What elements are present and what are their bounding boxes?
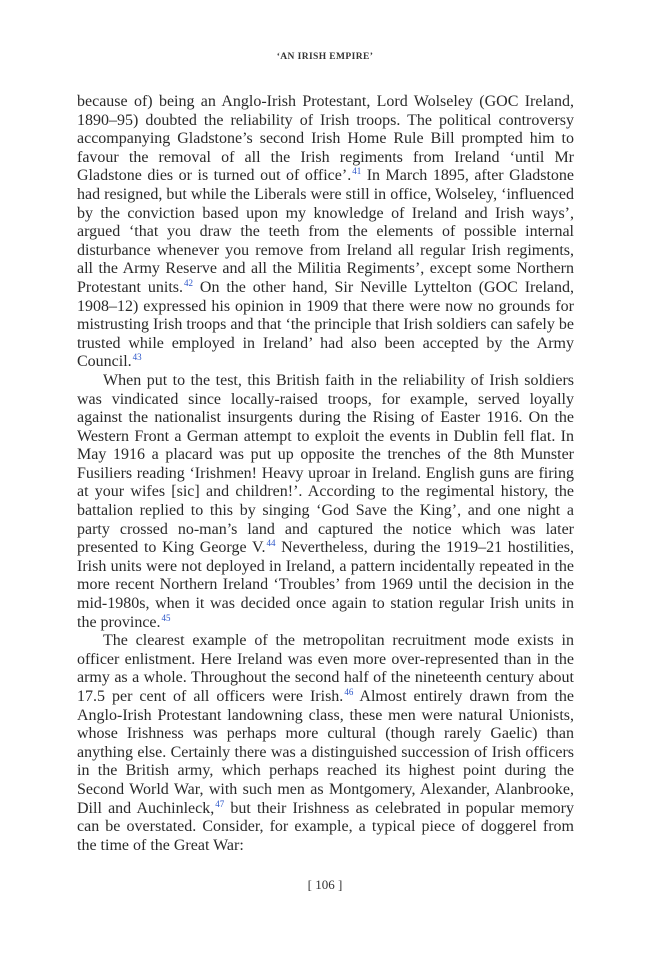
footnote-ref[interactable]: 47 [215,798,225,809]
text-run: Almost entirely drawn from the Anglo-Irish Protestant landowning class, these men were natural Unionists, whose Irishness was perhaps more cultural (though rarely Gaelic) than anything else. Certainly there was a distinguished succession of Irish officers in the British army, which perhaps reached its highest point during the Second World War, with such men as Montgomery, Alexander, Alanbrooke, Dill and Auchinleck, [77,688,574,817]
text-run: When put to the test, this British faith in the reliability of Irish soldiers was vindicated since locally-raised troops, for example, served loyally against the nationalist insurgents during the Rising of Easter 1916. On the Western Front a German attempt to exploit the events in Dublin fell flat. In May 1916 a placard was put up opposite the trenches of the 8th Munster Fusiliers reading ‘Irishmen! Heavy uproar in Ireland. English guns are firing at your wifes [sic] and children!’. According to the regimental history, the battalion replied to this by singing ‘God Save the King’, and one night a party crossed no-man’s land and captured the notice which was later presented to King George V. [77,371,574,557]
text-run: but their Irishness as celebrated in popular memory can be overstated. Consider, for example, a typical piece of doggerel from the time of the Great War: [77,799,574,854]
paragraph [77,632,574,855]
footnote-ref[interactable]: 43 [132,352,142,363]
text-run: In March 1895, after Gladstone had resigned, but while the Liberals were still in office, Wolseley, ‘influenced by the conviction based upon my knowledge of Ireland and Irish ways’, argued ‘that you draw the teeth from the elements of possible internal disturbance whenever you remove from Ireland all regular Irish regiments, all the Army Reserve and all the Militia Regiments’, except some Northern Protestant units. [77,167,575,296]
text-run: On the other hand, Sir Neville Lyttelton (GOC Ireland, 1908–12) expressed his opinion in 1909 that there were now no grounds for mistrusting Irish troops and that ‘the principle that Irish soldiers can safely be trusted while employed in Ireland’ had also been accepted by the Army Council. [77,278,575,371]
paragraph [77,93,574,372]
running-head: ‘AN IRISH EMPIRE’ [276,52,374,62]
footnote-ref[interactable]: 46 [344,687,354,697]
footnote-ref[interactable]: 42 [184,277,193,288]
text-run: The clearest example of the metropolitan recruitment mode exists in officer enlistment. Here Ireland was even more over-represented than in the army as a whole. Throughout the second half of the nineteenth century about 17.5 per cent of all officers were Irish. [77,632,574,705]
footnote-ref[interactable]: 45 [161,612,171,623]
paragraph [77,372,574,632]
footnote-ref[interactable]: 44 [266,538,276,549]
main-text [77,93,574,855]
text-run: because of) being an Anglo-Irish Protestant, Lord Wolseley (GOC Ireland, 1890–95) doubted the reliability of Irish troops. The political controversy accompanying Gladstone’s second Irish Home Rule Bill prompted him to favour the removal of all the Irish regiments from Ireland ‘until Mr Gladstone dies or is turned out of office’. [77,93,574,185]
text-run: Nevertheless, during the 1919–21 hostilities, Irish units were not deployed in Ireland, a pattern incidentally repeated in the more recent Northern Ireland ‘Troubles’ from 1969 until the decision in the mid-1980s, when it was decided once again to station regular Irish units in the province. [77,539,575,631]
page-number: [ 106 ] [307,877,343,892]
footnote-ref[interactable]: 41 [352,166,362,177]
